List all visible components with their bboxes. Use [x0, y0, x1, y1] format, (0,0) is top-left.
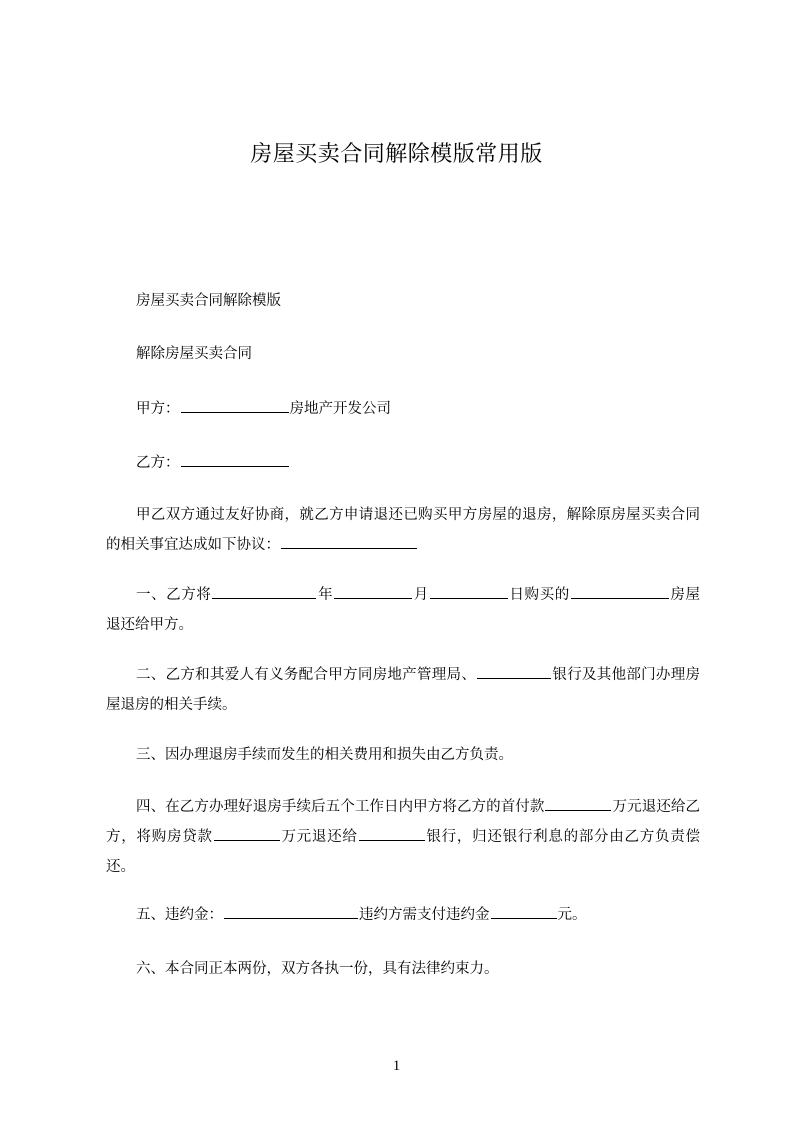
clause-2-text-a: 二、乙方和其爱人有义务配合甲方同房地产管理局、: [136, 667, 477, 683]
clause-5-text-b: 违约方需支付违约金: [359, 907, 490, 923]
clause-4: [106, 792, 700, 882]
clause-1-text-b: 年: [317, 587, 334, 603]
clause-6: 六、本合同正本两份，双方各执一份，具有法律约束力。: [136, 961, 499, 977]
party-a-blank: [181, 398, 289, 413]
clause-5: [106, 900, 700, 930]
clause-4-text-b: 万元退还给乙方，将购房贷款: [106, 799, 700, 845]
page-number: 1: [392, 1058, 401, 1074]
party-b-blank: [181, 452, 289, 467]
clause-5-text-a: 五、违约金：: [136, 907, 223, 923]
clause-4-blank-1: [545, 796, 611, 811]
clause-1-blank-2: [334, 584, 412, 599]
party-b-label: 乙方：: [136, 455, 180, 471]
party-a-line: [136, 398, 391, 419]
clause-2-blank: [477, 664, 551, 679]
contract-name-line: 解除房屋买卖合同: [136, 346, 252, 362]
clause-2-text-b: 银行及其他部门办理房屋退房的相关手续。: [106, 667, 701, 713]
clause-3: 三、因办理退房手续而发生的相关费用和损失由乙方负责。: [136, 747, 513, 763]
intro-paragraph: [106, 500, 700, 560]
clause-1-text-a: 一、乙方将: [136, 587, 212, 603]
clause-1-blank-4: [571, 584, 669, 599]
intro-text: 甲乙双方通过友好协商，就乙方申请退还已购买甲方房屋的退房，解除原房屋买卖合同的相关事宜达成如下协议：: [106, 507, 700, 553]
clause-1-blank-3: [430, 584, 508, 599]
clause-1-text-e: 房屋退还给甲方。: [106, 587, 700, 633]
clause-2: [106, 660, 700, 720]
clause-1-text-d: 日购买的: [508, 587, 570, 603]
party-a-suffix: 房地产开发公司: [289, 401, 391, 417]
party-a-label: 甲方：: [136, 401, 180, 417]
clause-4-text-a: 四、在乙方办理好退房手续后五个工作日内甲方将乙方的首付款: [136, 799, 545, 815]
party-b-line: [136, 452, 290, 473]
clause-4-blank-2: [214, 826, 280, 841]
clause-4-blank-3: [359, 826, 425, 841]
subtitle-line: 房屋买卖合同解除模版: [136, 293, 281, 309]
document-title: 房屋买卖合同解除模版常用版: [250, 142, 543, 167]
clause-5-text-c: 元。: [557, 907, 587, 923]
clause-5-blank-1: [224, 904, 358, 919]
clause-1: [106, 580, 700, 640]
clause-1-text-c: 月: [413, 587, 429, 603]
clause-1-blank-1: [212, 584, 316, 599]
intro-blank: [281, 534, 417, 549]
clause-4-text-c: 万元退还给: [280, 829, 358, 845]
clause-4-text-d: 银行，归还银行利息的部分由乙方负责偿还。: [106, 829, 701, 875]
clause-5-blank-2: [491, 904, 557, 919]
